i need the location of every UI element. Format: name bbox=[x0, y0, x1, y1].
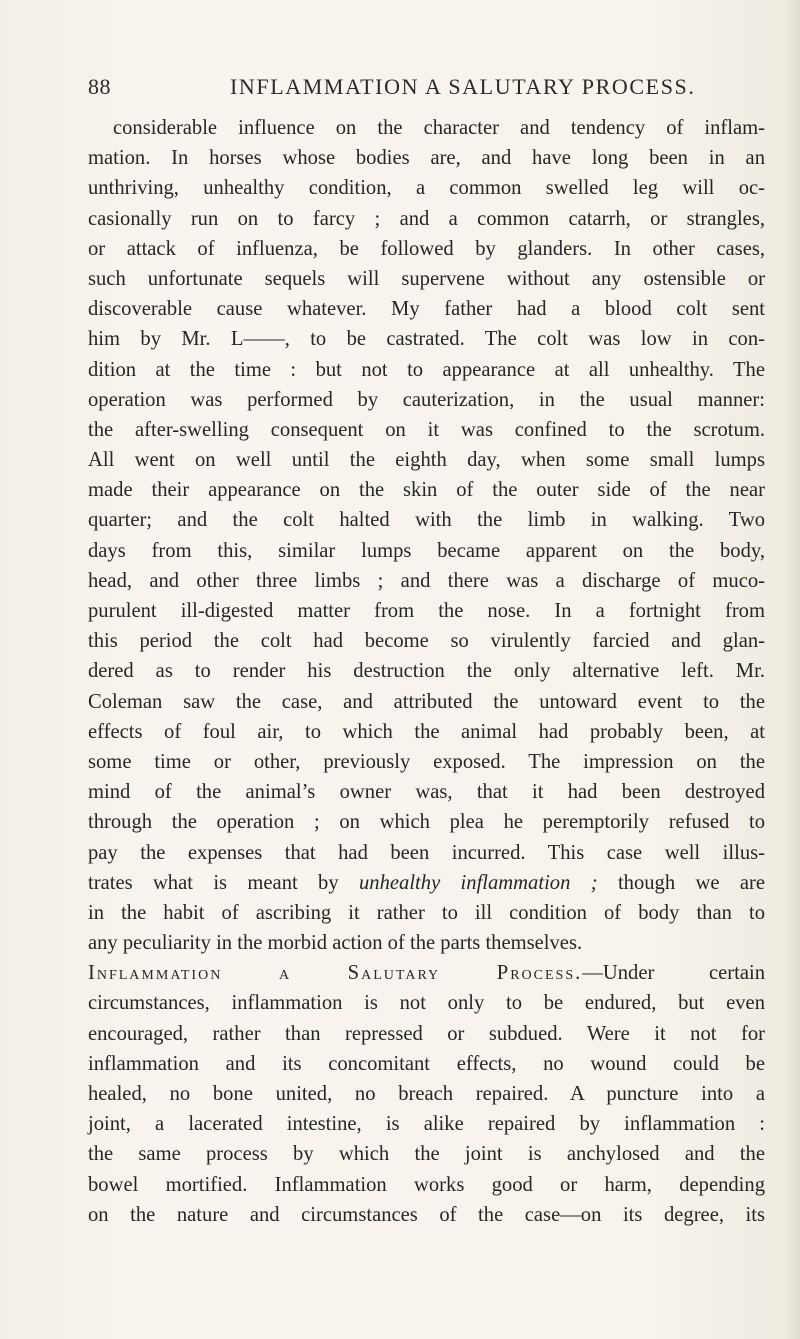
text-line: in the habit of ascribing it rather to ill condition of body than to bbox=[88, 901, 765, 924]
text-line: made their appearance on the skin of the outer side of the near bbox=[88, 479, 765, 502]
text-segment: trates what is meant by bbox=[88, 871, 359, 894]
text-line: some time or other, previously exposed. The impression on the bbox=[88, 750, 765, 773]
page-number: 88 bbox=[88, 74, 111, 99]
text-line: inflammation and its concomitant effects, no wound could be bbox=[88, 1052, 765, 1075]
text-line: this period the colt had become so virulently farcied and glan- bbox=[88, 630, 765, 653]
text-line: unthriving, unhealthy condition, a common swelled leg will oc- bbox=[88, 177, 765, 200]
text-line: pay the expenses that had been incurred. This case well illus- bbox=[88, 841, 765, 864]
text-line: or attack of influenza, be followed by glanders. In other cases, bbox=[88, 237, 765, 260]
text-segment: though we are bbox=[597, 871, 765, 894]
section-heading: Inflammation a Salutary Process. bbox=[88, 962, 583, 985]
text-line: joint, a lacerated intestine, is alike repaired by inflammation : bbox=[88, 1113, 765, 1136]
text-line: purulent ill-digested matter from the nose. In a fortnight from bbox=[88, 600, 765, 622]
running-head: INFLAMMATION A SALUTARY PROCESS. bbox=[230, 74, 696, 99]
text-segment: —Under certain bbox=[582, 962, 765, 985]
page-header bbox=[88, 74, 710, 108]
text-line bbox=[88, 868, 765, 898]
text-line: the same process by which the joint is anchylosed and the bbox=[88, 1143, 765, 1166]
italic-phrase: unhealthy inflammation ; bbox=[359, 871, 598, 894]
section-heading-line bbox=[88, 958, 765, 988]
text-line: operation was performed by cauterization, in the usual manner: bbox=[88, 388, 765, 411]
text-line: All went on well until the eighth day, when some small lumps bbox=[88, 449, 765, 472]
text-line: the after-swelling consequent on it was confined to the scrotum. bbox=[88, 418, 765, 441]
text-line: encouraged, rather than repressed or subdued. Were it not for bbox=[88, 1022, 765, 1045]
text-line: bowel mortified. Inflammation works good or harm, depending bbox=[88, 1173, 765, 1196]
text-line: mation. In horses whose bodies are, and have long been in an bbox=[88, 147, 765, 170]
text-line: any peculiarity in the morbid action of the parts themselves. bbox=[88, 932, 583, 955]
text-line: quarter; and the colt halted with the limb in walking. Two bbox=[88, 509, 765, 532]
page-edge-shadow bbox=[786, 0, 800, 1339]
text-line: through the operation ; on which plea he peremptorily refused to bbox=[88, 811, 765, 834]
text-line: him by Mr. L——, to be castrated. The colt was low in con- bbox=[88, 328, 765, 351]
text-line: casionally run on to farcy ; and a common catarrh, or strangles, bbox=[88, 207, 765, 230]
text-line: circumstances, inflammation is not only to be endured, but even bbox=[88, 992, 765, 1015]
text-line: effects of foul air, to which the animal had probably been, at bbox=[88, 720, 765, 743]
text-line: head, and other three limbs ; and there was a discharge of muco- bbox=[88, 569, 765, 592]
text-line: dered as to render his destruction the only alternative left. Mr. bbox=[88, 660, 765, 683]
text-line: on the nature and circumstances of the case—on its degree, its bbox=[88, 1203, 765, 1226]
text-line: dition at the time : but not to appearance at all unhealthy. The bbox=[88, 358, 765, 381]
text-line: discoverable cause whatever. My father had a blood colt sent bbox=[88, 298, 765, 321]
text-line: considerable influence on the character and tendency of inflam- bbox=[113, 117, 765, 139]
text-line: Coleman saw the case, and attributed the untoward event to the bbox=[88, 690, 765, 713]
body-text bbox=[88, 113, 765, 1230]
text-line: mind of the animal’s owner was, that it had been destroyed bbox=[88, 781, 765, 804]
text-line: such unfortunate sequels will supervene without any ostensible or bbox=[88, 267, 765, 290]
text-line: days from this, similar lumps became apparent on the body, bbox=[88, 539, 765, 562]
text-line: healed, no bone united, no breach repaired. A puncture into a bbox=[88, 1083, 765, 1105]
